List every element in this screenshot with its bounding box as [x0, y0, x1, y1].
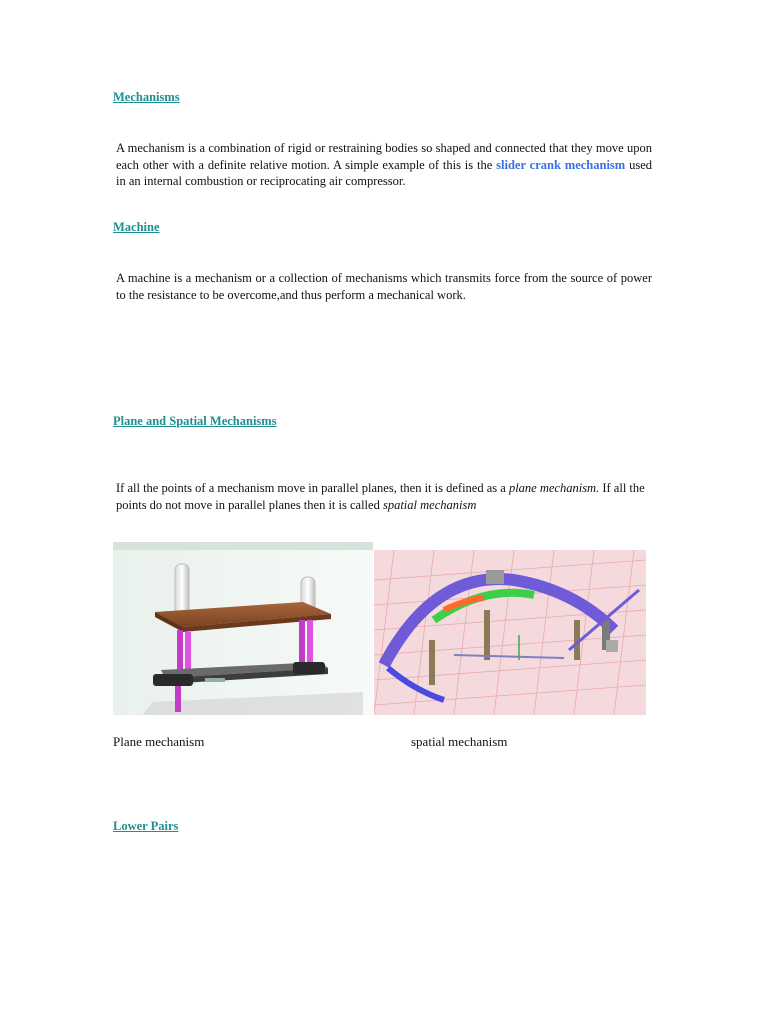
plane-text-2: If all the points do not move in parallel planes then it is called — [116, 481, 645, 512]
plane-text-1: If all the points of a mechanism move in parallel planes, then it is defined as a — [116, 481, 509, 495]
slider-crank-link[interactable]: slider crank mechanism — [496, 157, 626, 172]
caption-plane-mechanism: Plane mechanism — [113, 734, 205, 749]
heading-lower-pairs: Lower Pairs — [113, 819, 179, 833]
plane-mechanism-image — [113, 542, 373, 715]
heading-machine: Machine — [113, 220, 160, 234]
heading-plane-spatial: Plane and Spatial Mechanisms — [113, 414, 277, 428]
mechanisms-text-after: used in an internal combustion or reciprocating air compressor. — [116, 157, 653, 188]
paragraph-mechanisms — [116, 140, 652, 190]
caption-spatial-mechanism: spatial mechanism — [411, 734, 508, 749]
paragraph-machine: A machine is a mechanism or a collection of mechanisms which transmits force from the source of power to the resistance to be overcome,and thus perform a mechanical work. — [116, 271, 652, 302]
mechanisms-text-before: A mechanism is a combination of rigid or restraining bodies so shaped and connected that they move upon each other with a definite relative motion. A simple example of this is the — [116, 141, 652, 172]
heading-mechanisms: Mechanisms — [113, 90, 180, 104]
spatial-mechanism-image — [374, 550, 646, 715]
plane-term: plane mechanism. — [508, 481, 600, 495]
spatial-term: spatial mechanism — [382, 497, 477, 512]
paragraph-plane-spatial — [116, 480, 652, 513]
